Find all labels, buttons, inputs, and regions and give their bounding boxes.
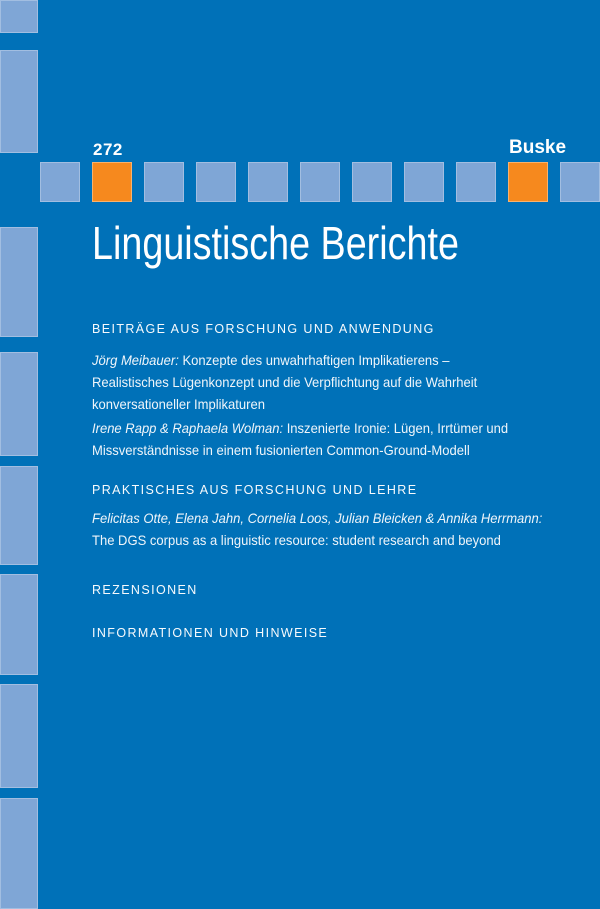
article-entry: [92, 349, 477, 415]
author-names: Jörg Meibauer:: [92, 352, 179, 368]
deco-square: [144, 162, 184, 202]
left-band-block: [0, 798, 38, 909]
section-heading-informationen: INFORMATIONEN UND HINWEISE: [92, 626, 329, 640]
publisher-square: [508, 162, 548, 202]
deco-square: [40, 162, 80, 202]
article-line: [92, 393, 477, 415]
article-line: [92, 439, 508, 461]
deco-square: [456, 162, 496, 202]
article-line: [92, 417, 508, 439]
issue-number-label: 272: [93, 140, 123, 159]
publisher-logo-label: Buske: [509, 137, 567, 158]
article-title-text: The DGS corpus as a linguistic resource: student research and beyond: [92, 532, 501, 548]
left-band-block: [0, 352, 38, 456]
left-band-block: [0, 227, 38, 337]
issue-square: [92, 162, 132, 202]
article-entry: [92, 417, 508, 461]
section-heading-rezensionen: REZENSIONEN: [92, 583, 198, 597]
article-line: [92, 507, 542, 529]
article-title-text: Missverständnisse in einem fusionierten Common-Ground-Modell: [92, 442, 470, 458]
section-heading-praktisches: PRAKTISCHES AUS FORSCHUNG UND LEHRE: [92, 483, 418, 497]
author-names: Irene Rapp & Raphaela Wolman:: [92, 420, 284, 436]
section-heading-beitraege: BEITRÄGE AUS FORSCHUNG UND ANWENDUNG: [92, 322, 435, 336]
deco-square: [300, 162, 340, 202]
squares-row: [40, 162, 600, 202]
article-entry: [92, 507, 542, 551]
article-title-text: konversationeller Implikaturen: [92, 396, 265, 412]
deco-square: [352, 162, 392, 202]
deco-square: [196, 162, 236, 202]
author-names: Felicitas Otte, Elena Jahn, Cornelia Loos, Julian Bleicken & Annika Herrmann:: [92, 510, 543, 526]
article-title-text: Inszenierte Ironie: Lügen, Irrtümer und: [283, 420, 509, 436]
deco-square: [560, 162, 600, 202]
journal-title: Linguistische Berichte: [92, 217, 459, 269]
article-line: [92, 349, 477, 371]
left-band-block: [0, 50, 38, 153]
left-band-block: [0, 574, 38, 675]
deco-square: [248, 162, 288, 202]
left-band-block: [0, 0, 38, 33]
article-title-text: Konzepte des unwahrhaftigen Implikatierens –: [178, 352, 450, 368]
left-band-block: [0, 684, 38, 788]
article-line: [92, 371, 477, 393]
article-title-text: Realistisches Lügenkonzept und die Verpflichtung auf die Wahrheit: [92, 374, 478, 390]
left-band-block: [0, 466, 38, 565]
article-line: [92, 529, 542, 551]
deco-square: [404, 162, 444, 202]
